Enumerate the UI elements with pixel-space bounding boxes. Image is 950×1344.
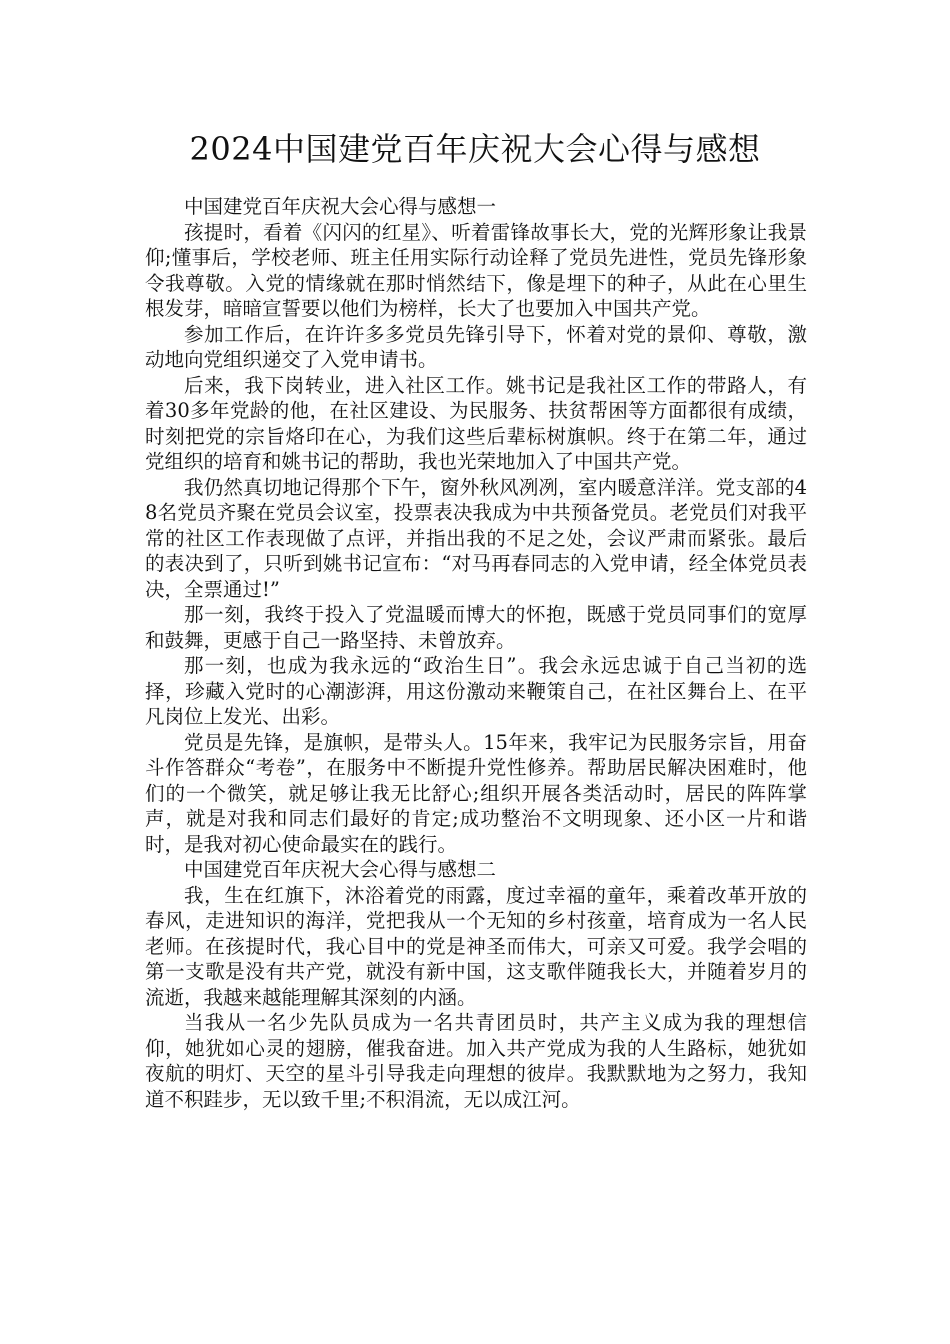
paragraph: 后来，我下岗转业，进入社区工作。姚书记是我社区工作的带路人，有着30多年党龄的他，在社区建设、为民服务、扶贫帮困等方面都很有成绩，时刻把党的宗旨烙印在心，为我们这些后辈标树旗帜。终于在第二年，通过党组织的培育和姚书记的帮助，我也光荣地加入了中国共产党。 bbox=[145, 373, 807, 473]
paragraph: 参加工作后，在许许多多党员先锋引导下，怀着对党的景仰、尊敬，激动地向党组织递交了入党申请书。 bbox=[145, 322, 807, 371]
paragraph: 我仍然真切地记得那个下午，窗外秋风冽冽，室内暖意洋洋。党支部的48名党员齐聚在党员会议室，投票表决我成为中共预备党员。老党员们对我平常的社区工作表现做了点评，并指出我的不足之处，会议严肃而紧张。最后的表决到了，只听到姚书记宣布：“对马再春同志的入党申请，经全体党员表决，全票通过!” bbox=[145, 475, 807, 601]
paragraph: 党员是先锋，是旗帜，是带头人。15年来，我牢记为民服务宗旨，用奋斗作答群众“考卷”，在服务中不断提升党性修养。帮助居民解决困难时，他们的一个微笑，就足够让我无比舒心;组织开展各类活动时，居民的阵阵掌声，就是对我和同志们最好的肯定;成功整治不文明现象、还小区一片和谐时，是我对初心使命最实在的践行。 bbox=[145, 730, 807, 856]
paragraph: 那一刻，也成为我永远的“政治生日”。我会永远忠诚于自己当初的选择，珍藏入党时的心潮澎湃，用这份激动来鞭策自己，在社区舞台上、在平凡岗位上发光、出彩。 bbox=[145, 654, 807, 728]
paragraph: 孩提时，看着《闪闪的红星》、听着雷锋故事长大，党的光辉形象让我景仰;懂事后，学校老师、班主任用实际行动诠释了党员先进性，党员先锋形象令我尊敬。入党的情缘就在那时悄然结下，像是埋下的种子，从此在心里生根发芽，暗暗宣誓要以他们为榜样，长大了也要加入中国共产党。 bbox=[145, 220, 807, 320]
section-heading: 中国建党百年庆祝大会心得与感想二 bbox=[184, 858, 497, 881]
section-heading: 中国建党百年庆祝大会心得与感想一 bbox=[184, 195, 497, 218]
paragraph: 当我从一名少先队员成为一名共青团员时，共产主义成为我的理想信仰，她犹如心灵的翅膀，催我奋进。加入共产党成为我的人生路标，她犹如夜航的明灯、天空的星斗引导我走向理想的彼岸。我默默地为之努力，我知道不积跬步，无以致千里;不积涓流，无以成江河。 bbox=[145, 1011, 807, 1111]
paragraph: 我，生在红旗下，沐浴着党的雨露，度过幸福的童年，乘着改革开放的春风，走进知识的海洋，党把我从一个无知的乡村孩童，培育成为一名人民老师。在孩提时代，我心目中的党是神圣而伟大，可亲又可爱。我学会唱的第一支歌是没有共产党，就没有新中国，这支歌伴随我长大，并随着岁月的流逝，我越来越能理解其深刻的内涵。 bbox=[145, 883, 807, 1009]
document-title: 2024中国建党百年庆祝大会心得与感想 bbox=[189, 130, 761, 168]
document-body bbox=[145, 194, 807, 1112]
paragraph: 那一刻，我终于投入了党温暖而博大的怀抱，既感于党员同事们的宽厚和鼓舞，更感于自己一路坚持、未曾放弃。 bbox=[145, 603, 807, 652]
